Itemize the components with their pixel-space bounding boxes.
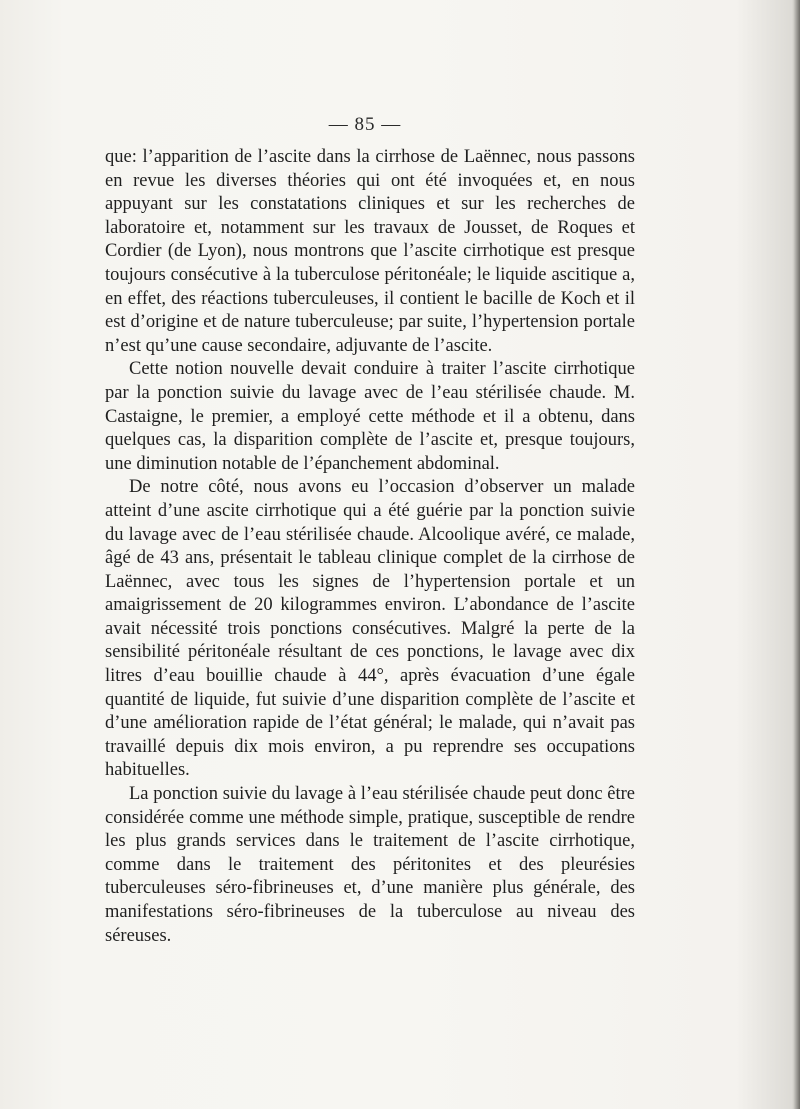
paragraph-1: que: l’apparition de l’ascite dans la cirrhose de Laënnec, nous passons en revue les diverses théories qui ont été invoquées et, en nous appuyant sur les constatations cliniques et sur les recherches de laboratoire et, notamment sur les travaux de Jousset, de Roques et Cordier (de Lyon), nous montrons que l’ascite cirrhotique est presque toujours consécutive à la tuberculose péritonéale; le liquide ascitique a, en effet, des réactions tuberculeuses, il contient le bacille de Koch et il est d’origine et de nature tuberculeuse; par suite, l’hypertension portale n’est qu’une cause secondaire, adjuvante de l’ascite. <box>105 147 635 356</box>
paragraph-2: Cette notion nouvelle devait conduire à traiter l’ascite cirrhotique par la ponction suivie du lavage avec de l’eau stérilisée chaude. M. Castaigne, le premier, a employé cette méthode et il a obtenu, dans quelques cas, la disparition complète de l’ascite et, presque toujours, une diminution notable de l’épanchement abdominal. <box>105 359 635 474</box>
page-edge-shadow <box>794 0 800 1109</box>
paragraph-4: La ponction suivie du lavage à l’eau stérilisée chaude peut donc être considérée comme une méthode simple, pratique, susceptible de rendre les plus grands services dans le traitement de l’ascite cirrhotique, comme dans le traitement des péritonites et des pleurésies tuberculeuses séro-fibrineuses et, d’une manière plus générale, des manifestations séro-fibrineuses de la tuberculose au niveau des séreuses. <box>105 784 635 946</box>
body-text <box>105 146 635 948</box>
page-number: — 85 — <box>328 114 402 135</box>
paragraph-3: De notre côté, nous avons eu l’occasion d’observer un malade atteint d’une ascite cirrhotique qui a été guérie par la ponction suivie du lavage avec de l’eau stérilisée chaude. Alcoolique avéré, ce malade, âgé de 43 ans, présentait le tableau clinique complet de la cirrhose de Laënnec, avec tous les signes de l’hypertension portale et un amaigrissement de 20 kilogrammes environ. L’abondance de l’ascite avait nécessité trois ponctions consécutives. Malgré la perte de la sensibilité péritonéale résultant de ces ponctions, le lavage avec dix litres d’eau bouillie chaude à 44°, après évacuation d’une égale quantité de liquide, fut suivie d’une disparition complète de l’ascite et d’une amélioration rapide de l’état général; le malade, qui n’avait pas travaillé depuis dix mois environ, a pu reprendre ses occupations habituelles. <box>105 477 635 781</box>
